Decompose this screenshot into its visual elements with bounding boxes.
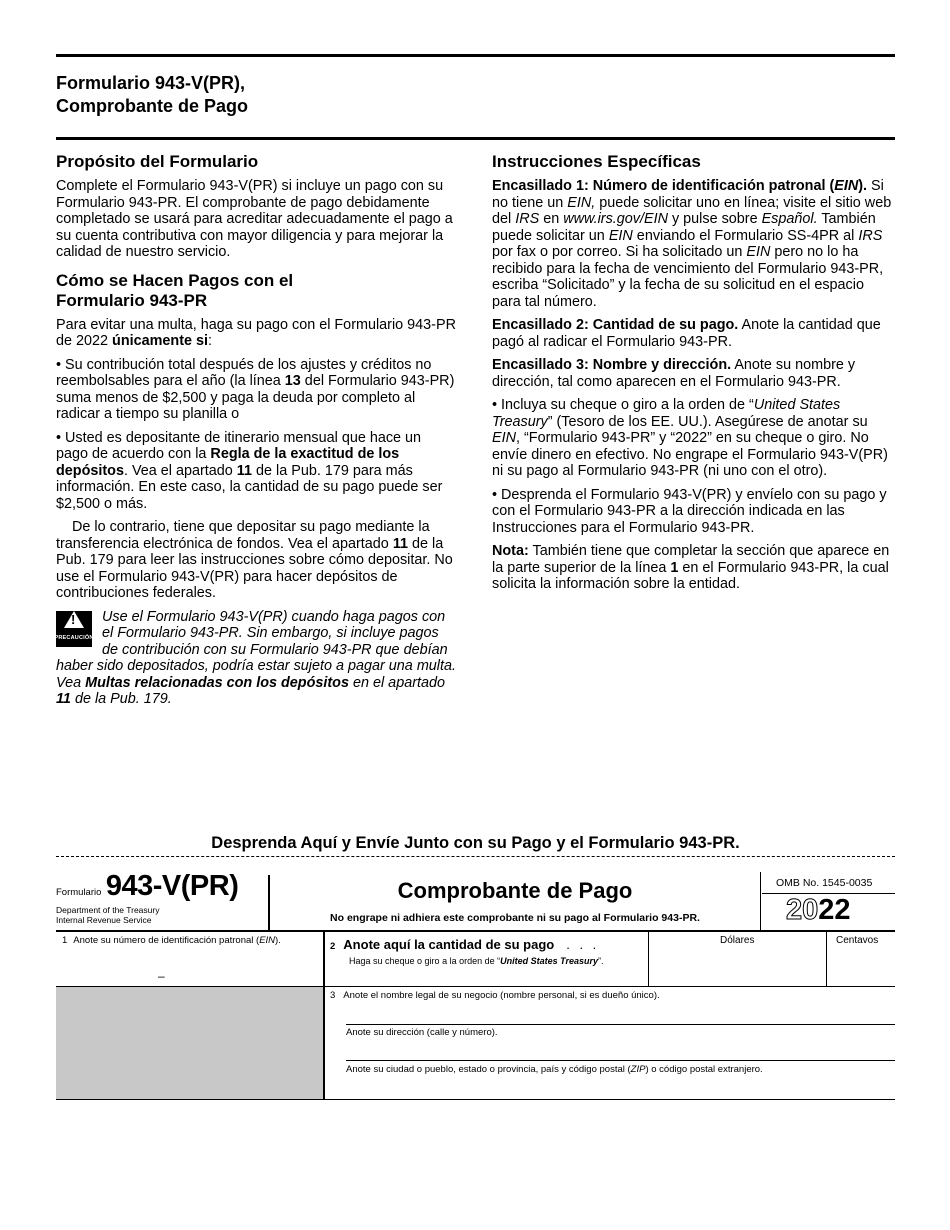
address-underline <box>346 1060 895 1061</box>
box3-city-label: Anote su ciudad o pueblo, estado o provincia, país y código postal (ZIP) o código postal extranjero. <box>346 1064 763 1075</box>
right-column <box>492 152 892 600</box>
page-title: Formulario 943-V(PR), Comprobante de Pago <box>56 73 249 116</box>
otherwise-paragraph: De lo contrario, tiene que depositar su pago mediante la transferencia electrónica de fondos. Vea el apartado 11 de la Pub. 179 para leer las instrucciones sobre cómo depositar. No use el Formulario 943-V(PR) para hacer depósitos de contribuciones federales. <box>56 519 453 601</box>
box2-label: 2 Anote aquí la cantidad de su pago . . . <box>330 937 600 952</box>
form-id: Formulario 943-V(PR) Department of the Treasury Internal Revenue Service <box>56 870 239 925</box>
box1-instructions: Encasillado 1: Número de identificación patronal (EIN). Si no tiene un EIN, puede solicitar uno en línea; visite el sitio web del IRS en www.irs.gov/EIN y pulse sobre Español. También puede solicitar un EIN enviando el Formulario SS-4PR al IRS por fax o por correo. Si ha solicitado un EIN pero no lo ha recibido para la fecha de vencimiento del Formulario 943-PR, escriba “Solicitado” y la fecha de su solicitud en el espacio para tal número. <box>492 178 892 310</box>
address-input[interactable] <box>346 1039 894 1060</box>
detach-instruction: Desprenda Aquí y Envíe Junto con su Pago y el Formulario 943-PR. <box>211 834 740 852</box>
box3-instructions: Encasillado 3: Nombre y dirección. Anote su nombre y dirección, tal como aparecen en el Formulario 943-PR. <box>492 357 856 390</box>
ein-separator: – <box>158 969 165 983</box>
box3-address-label: Anote su dirección (calle y número). <box>346 1027 498 1038</box>
detach-line <box>56 856 895 857</box>
omb-number: OMB No. 1545-0035 <box>776 877 873 889</box>
ein-input[interactable] <box>60 946 318 984</box>
bullet-detach: • Desprenda el Formulario 943-V(PR) y envíelo con su pago y con el Formulario 943-PR a la dirección indicada en las Instrucciones para el Formulario 943-PR. <box>492 486 887 536</box>
voucher-title: Comprobante de Pago <box>397 878 633 903</box>
bullet-include-check: • Incluya su cheque o giro a la orden de “United States Treasury” (Tesoro de los EE. UU.). Asegúrese de anotar su EIN, “Formulario 943-PR” y “2022” en su cheque o giro. No envíe dinero en efectivo. No engrape el Formulario 943-V(PR) ni su pago al Formulario 943-PR (ni uno con el otro). <box>492 397 888 479</box>
amount-divider <box>648 930 649 986</box>
dollars-input[interactable] <box>650 948 824 984</box>
title-rule <box>56 137 895 140</box>
cents-divider <box>826 930 827 986</box>
grid-col-divider <box>323 930 325 1100</box>
purpose-heading: Propósito del Formulario <box>56 152 259 171</box>
specific-instructions-heading: Instrucciones Específicas <box>492 152 701 171</box>
purpose-paragraph: Complete el Formulario 943-V(PR) si incluye un pago con su Formulario 943-PR. El comprobante de pago debidamente completado se usará para acreditar adecuadamente el pago a su cuenta contributiva con mayor diligencia y para mejorar la calidad de nuestro servicio. <box>56 178 453 260</box>
note-paragraph: Nota: También tiene que completar la sección que aparece en la parte superior de la línea 1 en el Formulario 943-PR, la cual solicita la información sobre la entidad. <box>492 543 890 592</box>
name-underline <box>346 1024 895 1025</box>
box1-label: 1 Anote su número de identificación patronal (EIN). <box>62 935 281 946</box>
grid-top <box>56 930 895 932</box>
voucher-subtitle: No engrape ni adhiera este comprobante ni su pago al Formulario 943-PR. <box>330 912 700 924</box>
business-name-input[interactable] <box>346 1002 894 1024</box>
box2-instructions: Encasillado 2: Cantidad de su pago. Anote la cantidad que pagó al radicar el Formulario 943-PR. <box>492 317 881 350</box>
cents-input[interactable] <box>828 948 893 984</box>
bullet-total-tax: • Su contribución total después de los ajustes y créditos no reembolsables para el año (la línea 13 del Formulario 943-PR) suma menos de $2,500 y paga la deuda por completo al radicar a tiempo su planilla o <box>56 356 455 422</box>
payments-heading: Cómo se Hacen Pagos con el Formulario 943-PR <box>56 270 294 310</box>
tax-year: 2022 <box>786 894 851 926</box>
caution-note: ! PRECAUCIÓN Use el Formulario 943-V(PR) cuando haga pagos con el Formulario 943-PR. Sin embargo, si incluye pagos de contribución con su Formulario 943-PR que debían haber sido depositados, podría estar sujeto a pagar una multa. Vea Multas relacionadas con los depósitos en el apartado 11 de la Pub. 179. <box>54 608 457 707</box>
gray-reserved-area <box>56 987 323 1099</box>
top-rule <box>56 54 895 57</box>
caution-icon: ! PRECAUCIÓN <box>56 611 92 647</box>
dollars-label: Dólares <box>720 935 755 946</box>
grid-bottom <box>56 1099 895 1100</box>
left-column <box>56 152 456 708</box>
bullet-monthly-depositor: • Usted es depositante de itinerario mensual que hace un pago de acuerdo con la Regla de la exactitud de los depósitos. Vea el apartado 11 de la Pub. 179 para más información. En este caso, la cantidad de su pago puede ser $2,500 o más. <box>56 429 443 512</box>
box2-sublabel: Haga su cheque o giro a la orden de “United States Treasury”. <box>349 956 604 966</box>
box3-name-label: 3 Anote el nombre legal de su negocio (nombre personal, si es dueño único). <box>330 990 660 1001</box>
cents-label: Centavos <box>836 935 879 946</box>
form-number: 943-V(PR) <box>105 870 239 902</box>
city-input[interactable] <box>346 1076 894 1098</box>
omb-divider <box>760 872 761 930</box>
payments-intro: Para evitar una multa, haga su pago con el Formulario 943-PR de 2022 únicamente si: <box>56 316 456 349</box>
